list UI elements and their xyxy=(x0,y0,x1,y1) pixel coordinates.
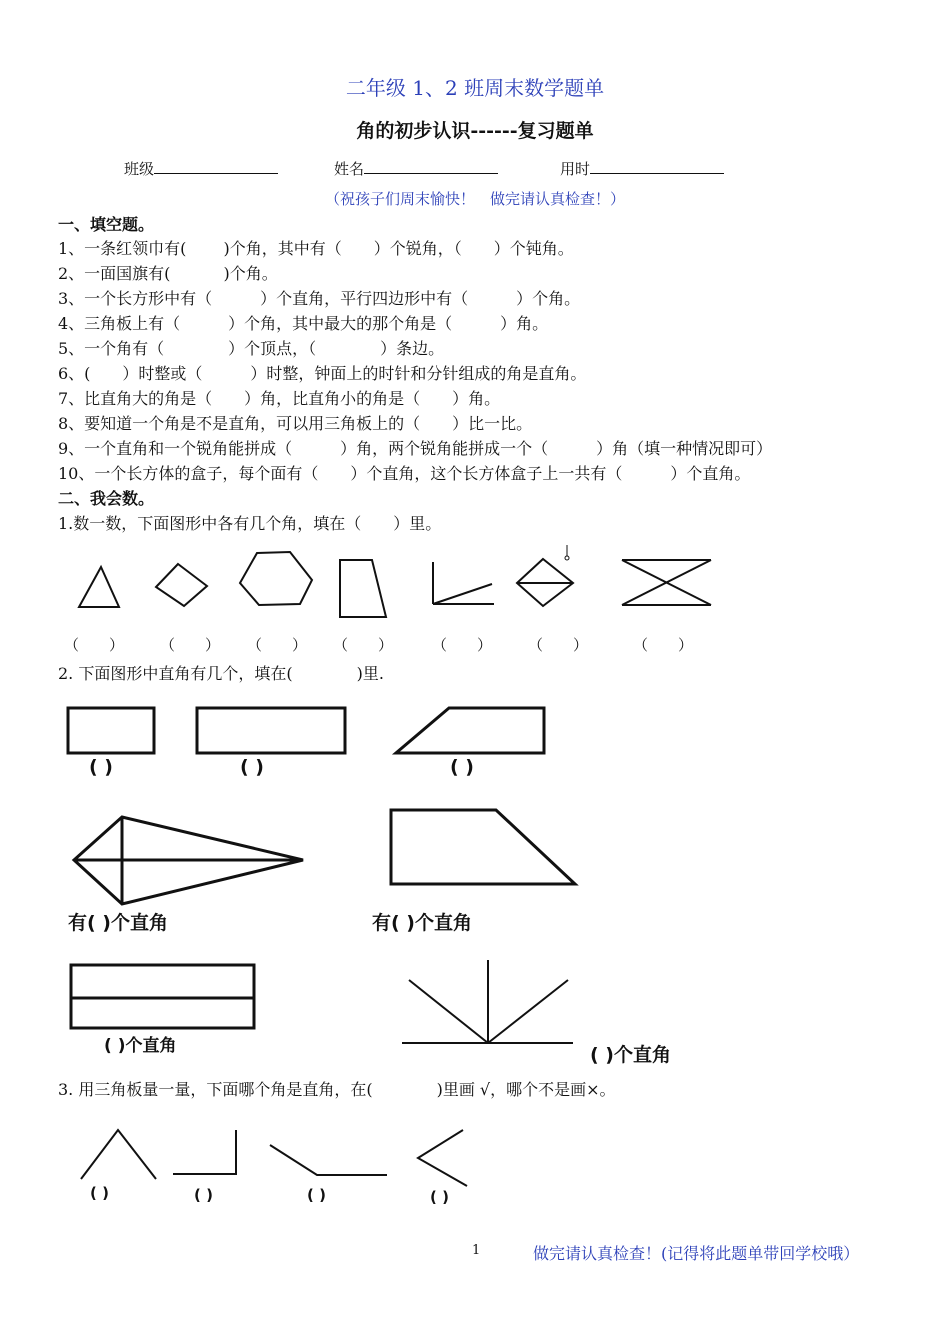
fill-item-2: 2、一面国旗有( )个角。 xyxy=(58,264,278,283)
obtuse-angle-shape xyxy=(270,1145,387,1175)
trapezoid-right-shape xyxy=(391,810,575,884)
fill-item-10: 10、一个长方体的盒子，每个面有（ ）个直角，这个长方体盒子上一共有（ ）个直角。 xyxy=(58,464,751,483)
square-shape xyxy=(68,708,154,753)
class-label: 班级 xyxy=(124,160,155,178)
peak-angle-shape xyxy=(81,1130,156,1179)
wish-note: （祝孩子们周末愉快！ 做完请认真检查！） xyxy=(324,190,625,208)
fill-item-4: 4、三角板上有（ ）个角，其中最大的那个角是（ ）角。 xyxy=(58,314,549,333)
worksheet-subtitle: 角的初步认识------复习题单 xyxy=(356,120,594,142)
quadrilateral-shape xyxy=(156,564,207,606)
q3-answer-4[interactable]: ( ) xyxy=(430,1188,449,1206)
rectangle-shape xyxy=(197,708,345,753)
name-field xyxy=(334,158,498,179)
hourglass-shape xyxy=(622,560,711,605)
section2-title: 二、我会数。 xyxy=(58,489,155,508)
q2-figures xyxy=(0,690,950,1060)
q2-answer-right-trapezoid[interactable]: ( ) xyxy=(450,756,474,778)
worksheet-title: 二年级 1、2 班周末数学题单 xyxy=(345,76,605,100)
q1-answer-6[interactable]: （ ） xyxy=(528,636,589,654)
section1-title: 一、填空题。 xyxy=(58,215,155,234)
fill-item-7: 7、比直角大的角是（ ）角，比直角小的角是（ ）角。 xyxy=(58,389,501,408)
fan-lines-shape xyxy=(402,960,573,1043)
q1-answer-3[interactable]: （ ） xyxy=(247,636,308,654)
trapezoid-shape xyxy=(340,560,386,617)
kite-shape xyxy=(74,817,303,904)
q2-kite-label: 有( )个直角 xyxy=(68,912,168,934)
q3-figures xyxy=(0,1120,950,1190)
q1-figures xyxy=(0,540,950,620)
name-label: 姓名 xyxy=(334,160,365,178)
fill-item-8: 8、要知道一个角是不是直角，可以用三角板上的（ ）比一比。 xyxy=(58,414,533,433)
time-label: 用时 xyxy=(560,160,591,178)
right-trapezoid-shape xyxy=(396,708,544,753)
right-angle-shape xyxy=(173,1130,236,1174)
q2-trapezoid-label: 有( )个直角 xyxy=(372,912,472,934)
q2-answer-rectangle[interactable]: ( ) xyxy=(240,756,264,778)
q1-answer-5[interactable]: （ ） xyxy=(432,636,493,654)
q1-answer-2[interactable]: （ ） xyxy=(160,636,221,654)
time-blank[interactable] xyxy=(590,159,724,174)
fill-item-9: 9、一个直角和一个锐角能拼成（ ）角，两个锐角能拼成一个（ ）角（填一种情况即可） xyxy=(58,439,773,458)
q2-fan-label: ( )个直角 xyxy=(590,1044,671,1066)
q2-answer-square[interactable]: ( ) xyxy=(89,756,113,778)
q1-answer-4[interactable]: （ ） xyxy=(333,636,394,654)
time-field xyxy=(560,158,724,179)
fill-item-5: 5、一个角有（ ）个顶点，（ ）条边。 xyxy=(58,339,445,358)
q1-answer-1[interactable]: （ ） xyxy=(64,636,125,654)
footer-note: 做完请认真检查！(记得将此题单带回学校哦） xyxy=(533,1244,860,1263)
q3-answer-1[interactable]: ( ) xyxy=(90,1184,109,1202)
q2-split-rect-label: ( )个直角 xyxy=(104,1036,177,1056)
page-number: 1 xyxy=(472,1243,481,1258)
angle-shape xyxy=(433,562,494,604)
acute-angle-shape xyxy=(418,1130,467,1186)
hexagon-shape xyxy=(240,552,312,605)
q3-answer-2[interactable]: ( ) xyxy=(194,1186,213,1204)
q2-text: 2. 下面图形中直角有几个，填在( )里. xyxy=(58,664,384,683)
name-blank[interactable] xyxy=(364,159,498,174)
q1-answer-7[interactable]: （ ） xyxy=(633,636,694,654)
q1-text: 1.数一数，下面图形中各有几个角，填在（ ）里。 xyxy=(58,514,442,533)
rhombus-shape xyxy=(517,545,573,606)
class-field xyxy=(124,158,278,179)
fill-item-6: 6、( ）时整或（ ）时整，钟面上的时针和分针组成的角是直角。 xyxy=(58,364,587,383)
class-blank[interactable] xyxy=(154,159,278,174)
split-rectangle-shape xyxy=(71,965,254,1028)
q3-answer-3[interactable]: ( ) xyxy=(307,1186,326,1204)
fill-item-1: 1、一条红领巾有( )个角，其中有（ ）个锐角，（ ）个钝角。 xyxy=(58,239,574,258)
fill-item-3: 3、一个长方形中有（ ）个直角，平行四边形中有（ ）个角。 xyxy=(58,289,581,308)
triangle-shape xyxy=(79,567,119,607)
q3-text: 3. 用三角板量一量，下面哪个角是直角，在( )里画 √，哪个不是画×。 xyxy=(58,1080,616,1099)
